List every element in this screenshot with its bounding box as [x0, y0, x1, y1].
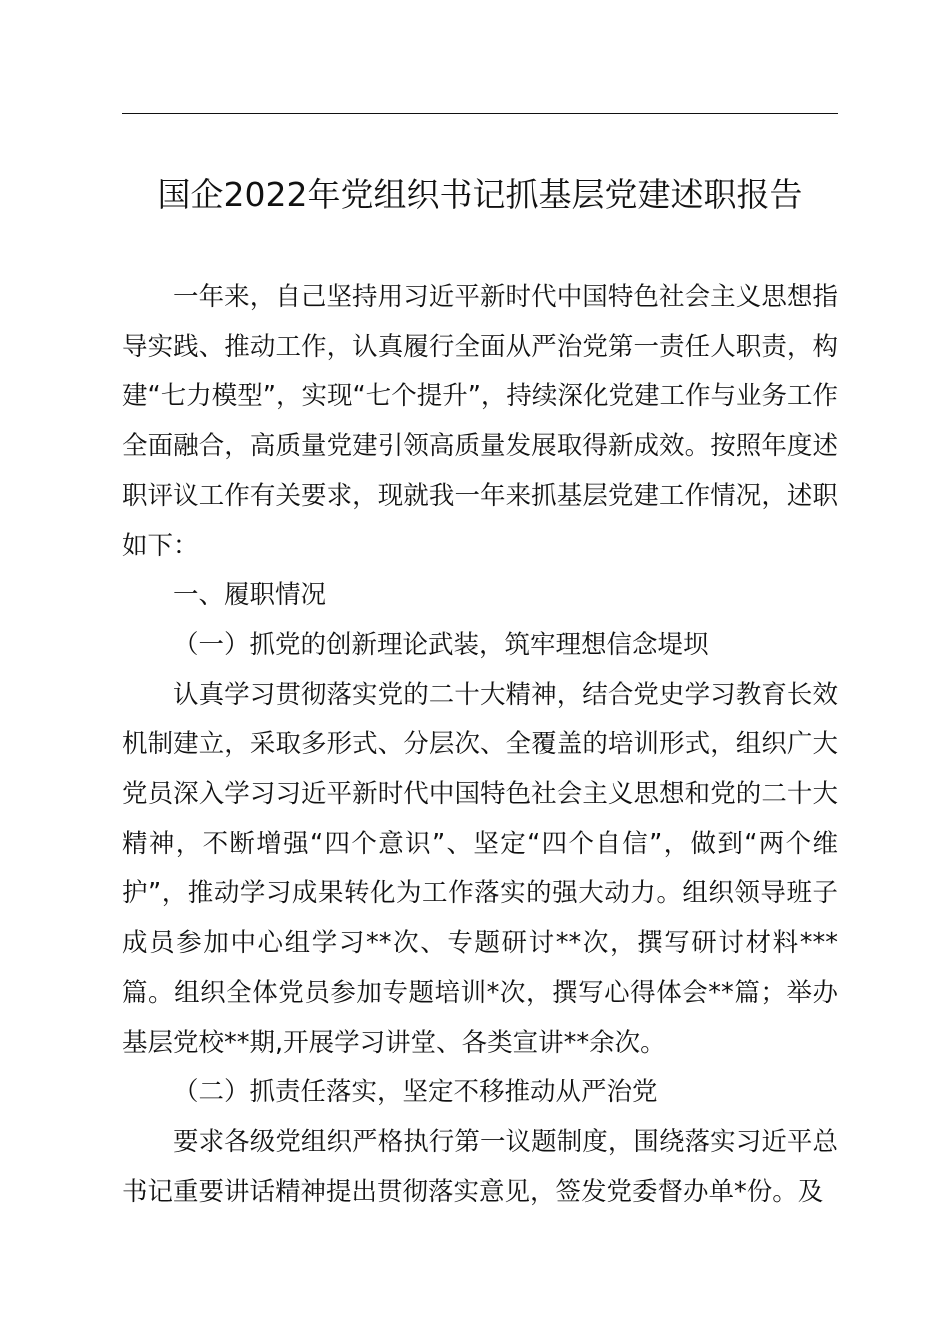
subsection-heading-2: （二）抓责任落实，坚定不移推动从严治党	[173, 1077, 658, 1108]
body-paragraph-2: 要求各级党组织严格执行第一议题制度，围绕落实习近平总书记重要讲话精神提出贯彻落实意见，签发党委督办单*份。及	[122, 1126, 838, 1207]
document-body	[122, 273, 838, 1217]
intro-paragraph: 一年来，自己坚持用习近平新时代中国特色社会主义思想指导实践、推动工作，认真履行全面从严治党第一责任人职责，构建“七力模型”，实现“七个提升”，持续深化党建工作与业务工作全面融合，高质量党建引领高质量发展取得新成效。按照年度述职评议工作有关要求，现就我一年来抓基层党建工作情况，述职如下：	[122, 282, 838, 561]
body-paragraph-1: 认真学习贯彻落实党的二十大精神，结合党史学习教育长效机制建立，采取多形式、分层次、全覆盖的培训形式，组织广大党员深入学习习近平新时代中国特色社会主义思想和党的二十大精神，不断增强“四个意识”、坚定“四个自信”，做到“两个维护”，推动学习成果转化为工作落实的强大动力。组织领导班子成员参加中心组学习**次、专题研讨**次，撰写研讨材料***篇。组织全体党员参加专题培训*次，撰写心得体会**篇；举办基层党校**期,开展学习讲堂、各类宣讲**余次。	[122, 679, 838, 1058]
document-title: 国企2022年党组织书记抓基层党建述职报告	[157, 175, 803, 214]
subsection-heading-1: （一）抓党的创新理论武装，筑牢理想信念堤坝	[173, 629, 709, 660]
section-heading-1: 一、履职情况	[173, 580, 327, 611]
header-rule	[122, 113, 838, 114]
